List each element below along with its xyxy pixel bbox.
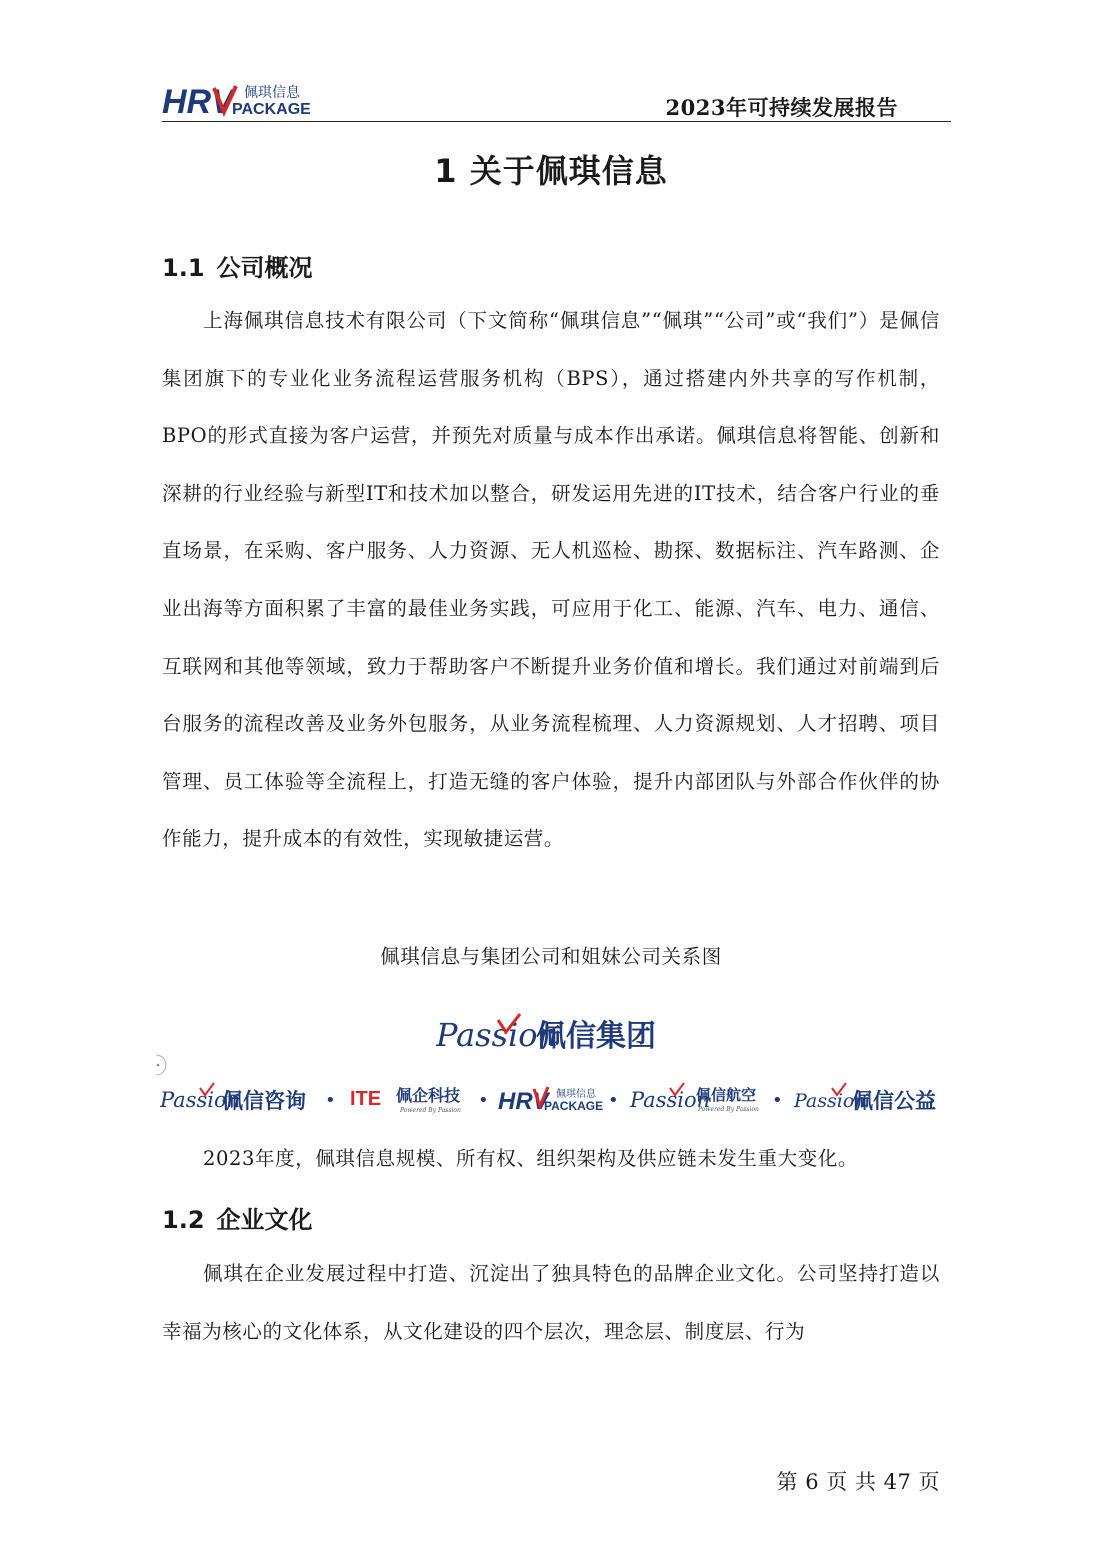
svg-text:Passion: Passion (794, 1090, 867, 1112)
separator-dot: • (608, 1090, 619, 1111)
svg-text:佩琪信息: 佩琪信息 (556, 1089, 596, 1100)
separator-dot: • (478, 1090, 489, 1111)
separator-dot: • (325, 1090, 336, 1111)
svg-text:佩信咨询: 佩信咨询 (222, 1089, 306, 1113)
svg-text:Powered By Passion: Powered By Passion (400, 1107, 461, 1114)
svg-text:佩信公益: 佩信公益 (852, 1089, 936, 1113)
logo-letters: HRV (162, 83, 234, 120)
chapter-title: 1 关于佩琪信息 (434, 152, 668, 190)
group-brand: Passion (436, 1016, 559, 1054)
section-number: 1.2 (162, 1206, 205, 1234)
section-heading-culture (162, 1200, 313, 1235)
partial-circle-mark (154, 1053, 174, 1077)
member-passion-aviation (629, 1083, 759, 1113)
member-passion-charity (793, 1083, 936, 1113)
logo-cn-name: 佩琪信息 (244, 85, 300, 101)
passion-group-logo (436, 1010, 676, 1056)
overview-paragraph: 上海佩琪信息技术有限公司（下文简称“佩琪信息”“佩琪”“公司”或“我们”）是佩信集团旗下的专业化业务流程运营服务机构（BPS），通过搭建内外共享的写作机制，BPO的形式直接为客户运营，并预先对质量与成本作出承诺。佩琪信息将智能、创新和深耕的行业经验与新型IT和技术加以整合，研发运用先进的IT技术，结合客户行业的垂直场景，在采购、客户服务、人力资源、无人机巡检、勘探、数据标注、汽车路测、企业出海等方面积累了丰富的最佳业务实践，可应用于化工、能源、汽车、电力、通信、互联网和其他等领域，致力于帮助客户不断提升业务价值和增长。我们通过对前端到后台服务的流程改善及业务外包服务，从业务流程梳理、人力资源规划、人才招聘、项目管理、员工体验等全流程上，打造无缝的客户体验，提升内部团队与外部合作伙伴的协作能力，提升成本的有效性，实现敏捷运营。 (162, 309, 940, 851)
svg-text:佩企科技: 佩企科技 (396, 1086, 461, 1105)
svg-text:佩信航空: 佩信航空 (696, 1086, 757, 1104)
page-number: 第 6 页 共 47 页 (776, 1470, 940, 1494)
section-title: 公司概况 (216, 254, 313, 282)
separator-dot: • (772, 1090, 783, 1111)
svg-text:HRV: HRV (498, 1088, 549, 1115)
report-title: 2023年可持续发展报告 (665, 95, 898, 120)
section-title: 企业文化 (216, 1206, 313, 1234)
change-note-paragraph: 2023年度，佩琪信息规模、所有权、组织架构及供应链未发生重大变化。 (203, 1147, 859, 1170)
member-companies-row (160, 1080, 945, 1116)
member-ite-tech (350, 1086, 461, 1114)
svg-text:ITE: ITE (350, 1088, 382, 1110)
member-passion-consulting (160, 1083, 306, 1113)
logo-en-name: PACKAGE (232, 101, 311, 118)
header-divider (162, 121, 951, 122)
svg-text:PACKAGE: PACKAGE (544, 1099, 604, 1113)
figure-caption: 佩琪信息与集团公司和姐妹公司关系图 (380, 945, 722, 968)
culture-paragraph: 佩琪在企业发展过程中打造、沉淀出了独具特色的品牌企业文化。公司坚持打造以幸福为核心的文化体系，从文化建设的四个层次，理念层、制度层、行为 (162, 1262, 940, 1343)
section-heading-overview (162, 248, 313, 283)
group-name: 佩信集团 (536, 1019, 656, 1054)
svg-text:Powered By Passion: Powered By Passion (698, 1106, 759, 1113)
svg-text:Passion: Passion (160, 1088, 241, 1112)
svg-text:Passion: Passion (630, 1088, 711, 1112)
hrv-package-logo (162, 80, 312, 120)
section-number: 1.1 (162, 254, 205, 282)
member-hrv-package (498, 1087, 603, 1115)
